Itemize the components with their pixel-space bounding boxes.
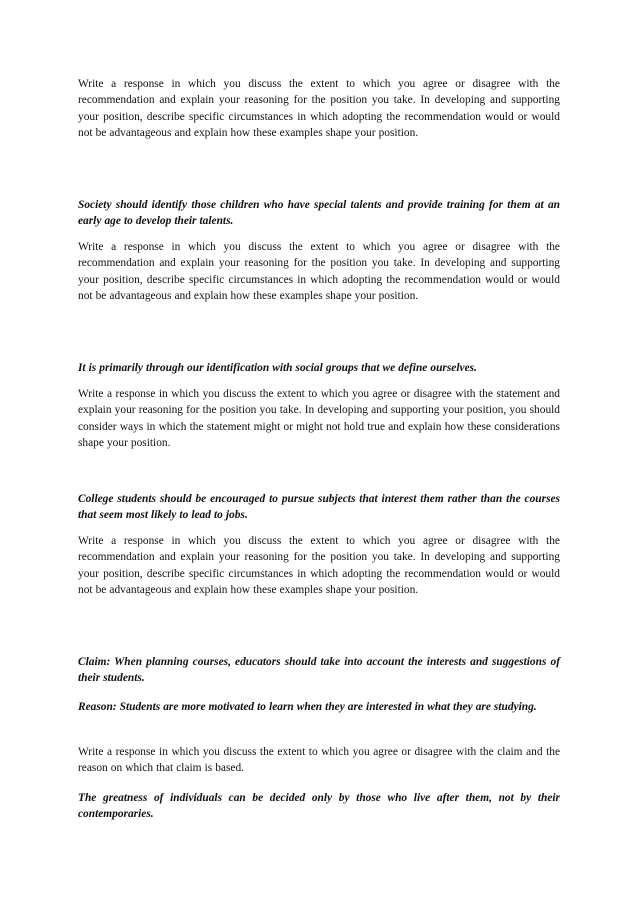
essay-prompt-3: College students should be encouraged to pursue subjects that interest them rather than the courses that seem most likely to lead to jobs. bbox=[78, 493, 560, 522]
instruction-paragraph-3: Write a response in which you discuss the extent to which you agree or disagree with the statement and explain your reasoning for the position you take. In developing and supporting your position, you should consider ways in which the statement might or might not hold true and explain how these considerations shape your position. bbox=[78, 388, 560, 449]
instruction-paragraph-2: Write a response in which you discuss the extent to which you agree or disagree with the recommendation and explain your reasoning for the position you take. In developing and supporting your position, describe specific circumstances in which adopting the recommendation would or would not be advantageous and explain how these examples shape your position. bbox=[78, 241, 560, 302]
instruction-paragraph-5: Write a response in which you discuss the extent to which you agree or disagree with the claim and the reason on which that claim is based. bbox=[78, 746, 560, 775]
essay-prompt-4-reason: Reason: Students are more motivated to learn when they are interested in what they are studying. bbox=[78, 701, 537, 713]
essay-prompt-2: It is primarily through our identification with social groups that we define ourselves. bbox=[78, 362, 477, 374]
instruction-paragraph-1: Write a response in which you discuss the extent to which you agree or disagree with the recommendation and explain your reasoning for the position you take. In developing and supporting your position, describe specific circumstances in which adopting the recommendation would or would not be advantageous and explain how these examples shape your position. bbox=[78, 78, 560, 139]
instruction-paragraph-4: Write a response in which you discuss the extent to which you agree or disagree with the recommendation and explain your reasoning for the position you take. In developing and supporting your position, describe specific circumstances in which adopting the recommendation would or would not be advantageous and explain how these examples shape your position. bbox=[78, 535, 560, 596]
essay-prompt-4-claim: Claim: When planning courses, educators should take into account the interests and suggestions of their students. bbox=[78, 656, 560, 685]
essay-prompt-5: The greatness of individuals can be decided only by those who live after them, not by their contemporaries. bbox=[78, 792, 560, 821]
essay-prompt-1: Society should identify those children who have special talents and provide training for them at an early age to develop their talents. bbox=[78, 199, 560, 228]
